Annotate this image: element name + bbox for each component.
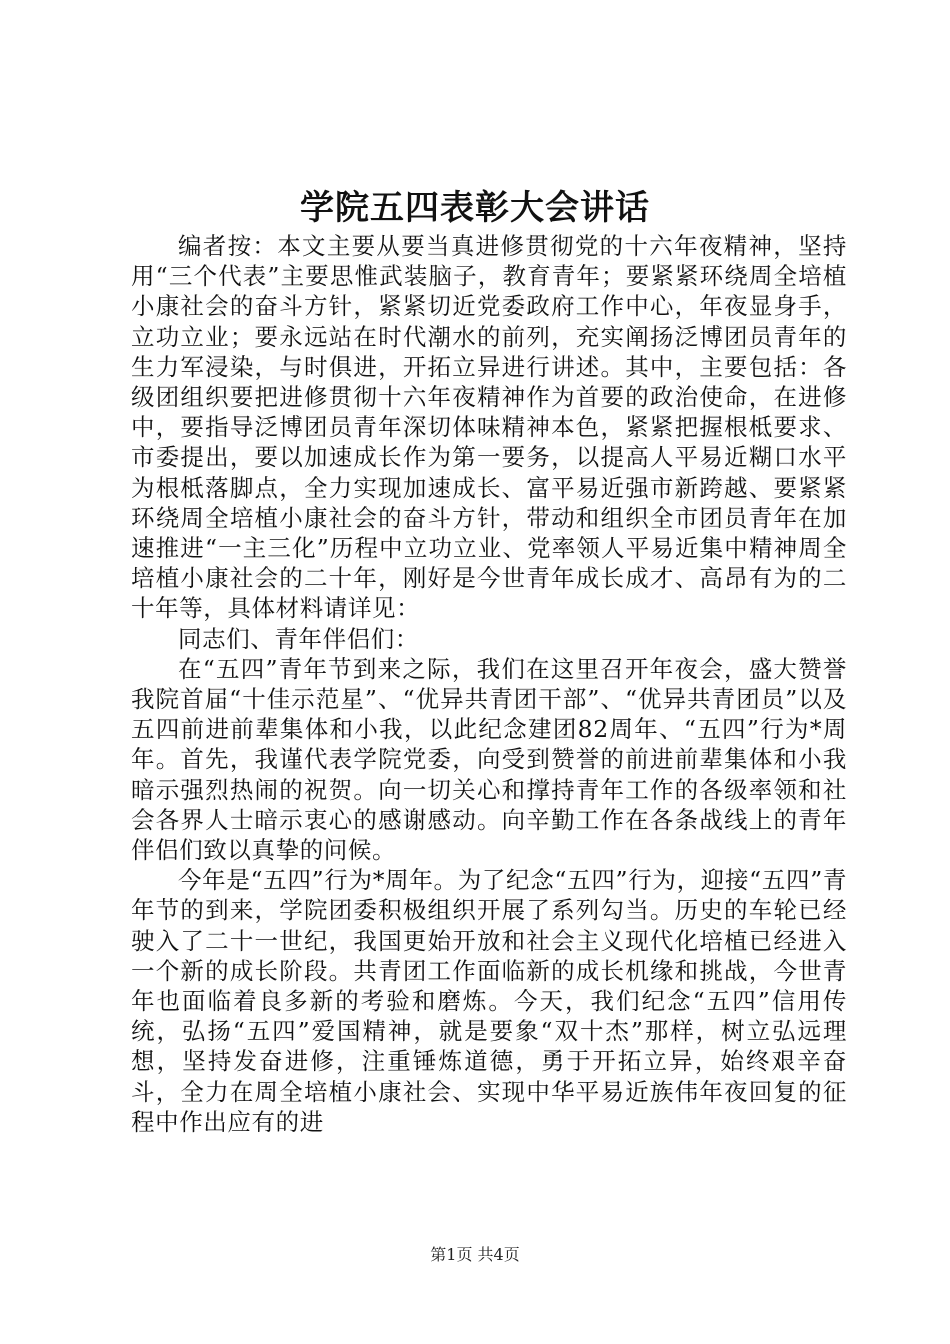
paragraph-greeting: 同志们、青年伴侣们： bbox=[178, 624, 419, 653]
paragraph-opening: 在“五四”青年节到来之际，我们在这里召开年夜会，盛大赞誉我院首届“十佳示范星”、“优异共青团干部”、“优异共青团员”以及五四前进前辈集体和小我，以此纪念建团82周年、“五四”行为*周年。首先，我谨代表学院党委，向受到赞誉的前进前辈集体和小我暗示强烈热闹的祝贺。向一切关心和撑持青年工作的各级率领和社会各界人士暗示衷心的感谢感动。向辛勤工作在各条战线上的青年伴侣们致以真挚的问候。 bbox=[131, 654, 847, 865]
paragraph-editor-note: 编者按：本文主要从要当真进修贯彻党的十六年夜精神，坚持用“三个代表”主要思惟武装脑子，教育青年；要紧紧环绕周全培植小康社会的奋斗方针，紧紧切近党委政府工作中心，年夜显身手，立功立业；要永远站在时代潮水的前列，充实阐扬泛博团员青年的生力军浸染，与时俱进，开拓立异进行讲述。其中，主要包括：各级团组织要把进修贯彻十六年夜精神作为首要的政治使命，在进修中，要指导泛博团员青年深切体味精神本色，紧紧把握根柢要求、市委提出，要以加速成长作为第一要务，以提高人平易近糊口水平为根柢落脚点，全力实现加速成长、富平易近强市新跨越、要紧紧环绕周全培植小康社会的奋斗方针，带动和组织全市团员青年在加速推进“一主三化”历程中立功立业、党率领人平易近集中精神周全培植小康社会的二十年，刚好是今世青年成长成才、高昂有为的二十年等，具体材料请详见： bbox=[131, 232, 847, 623]
document-title: 学院五四表彰大会讲话 bbox=[300, 188, 650, 228]
document-body bbox=[131, 231, 847, 1137]
paragraph-anniversary: 今年是“五四”行为*周年。为了纪念“五四”行为，迎接“五四”青年节的到来，学院团委积极组织开展了系列勾当。历史的车轮已经驶入了二十一世纪，我国更始开放和社会主义现代化培植已经进入一个新的成长阶段。共青团工作面临新的成长机缘和挑战，今世青年也面临着良多新的考验和磨炼。今天，我们纪念“五四”信用传统，弘扬“五四”爱国精神，就是要象“双十杰”那样，树立弘远理想，坚持发奋进修，注重锤炼道德，勇于开拓立异，始终艰辛奋斗，全力在周全培植小康社会、实现中华平易近族伟年夜回复的征程中作出应有的进 bbox=[131, 866, 847, 1136]
page-number-footer: 第1页 共4页 bbox=[430, 1245, 520, 1264]
